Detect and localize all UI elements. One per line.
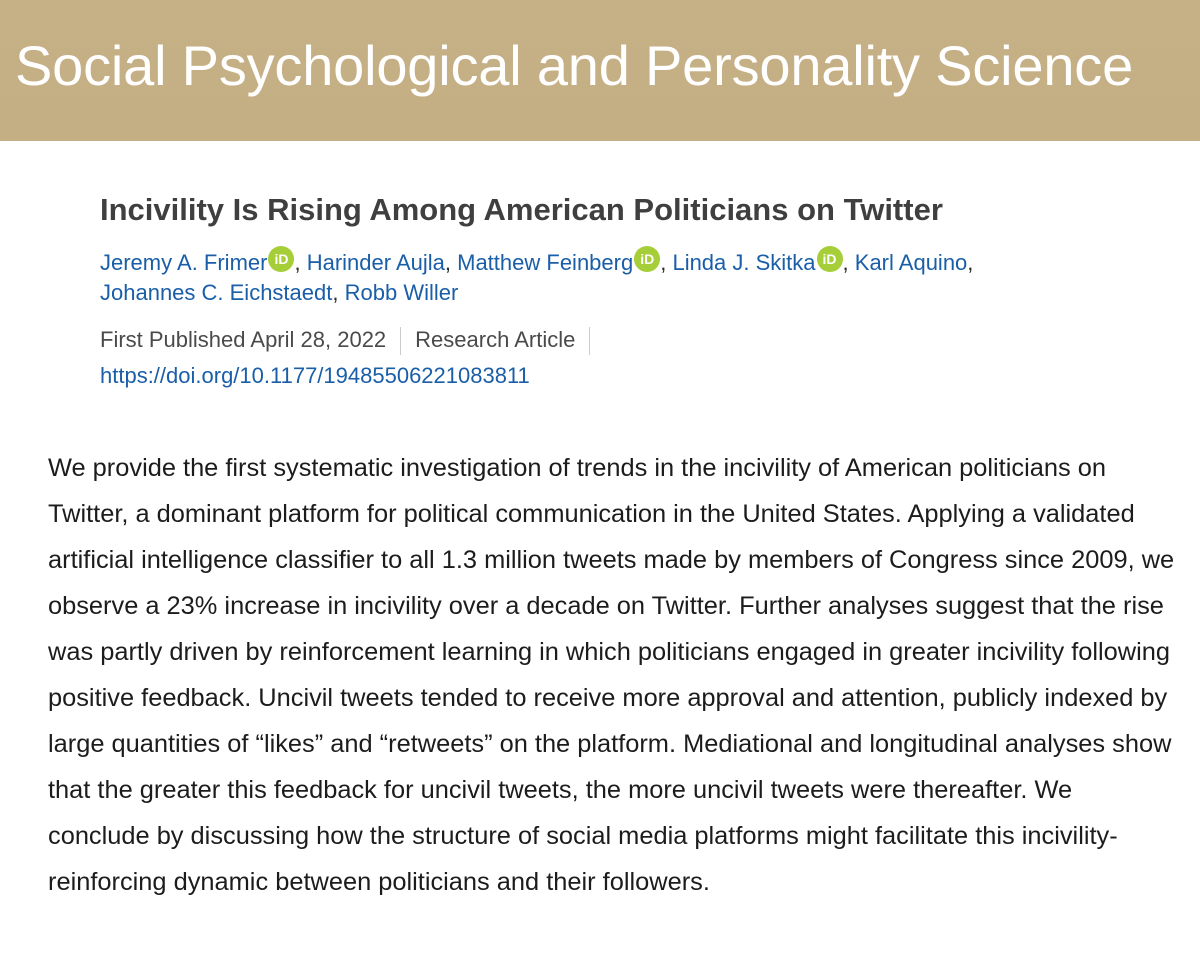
doi-link[interactable]: https://doi.org/10.1177/19485506221083811 <box>100 363 530 388</box>
orcid-icon[interactable]: iD <box>817 246 843 272</box>
journal-banner <box>0 0 1200 141</box>
author-link[interactable]: Karl Aquino <box>854 250 968 275</box>
author-link[interactable]: Harinder Aujla <box>306 250 445 275</box>
article-title: Incivility Is Rising Among American Politicians on Twitter <box>100 192 943 227</box>
author-list: Jeremy A. Frimer iD , Harinder Aujla, Matthew Feinberg iD , Linda J. Skitka iD , Karl Aquino, Johannes C. Eichstaedt, Robb Willer <box>100 246 1150 308</box>
article-type: Research Article <box>415 327 576 352</box>
author-link[interactable]: Linda J. Skitka <box>672 250 816 275</box>
author-link[interactable]: Johannes C. Eichstaedt <box>100 280 333 305</box>
orcid-icon[interactable]: iD <box>268 246 294 272</box>
journal-title[interactable]: Social Psychological and Personality Science <box>15 34 1134 97</box>
meta-divider <box>589 327 590 355</box>
author-link[interactable]: Robb Willer <box>344 280 459 305</box>
article-meta <box>100 325 604 355</box>
author-link[interactable]: Jeremy A. Frimer <box>100 250 268 275</box>
orcid-icon[interactable]: iD <box>634 246 660 272</box>
publication-date: First Published April 28, 2022 <box>100 327 387 352</box>
meta-divider <box>400 327 401 355</box>
author-link[interactable]: Matthew Feinberg <box>457 250 634 275</box>
abstract-text: We provide the first systematic investigation of trends in the incivility of American politicians on Twitter, a dominant platform for political communication in the United States. Applying a validated artificial intelligence classifier to all 1.3 million tweets made by members of Congress since 2009, we observe a 23% increase in incivility over a decade on Twitter. Further analyses suggest that the rise was partly driven by reinforcement learning in which politicians engaged in greater incivility following positive feedback. Uncivil tweets tended to receive more approval and attention, publicly indexed by large quantities of “likes” and “retweets” on the platform. Mediational and longitudinal analyses show that the greater this feedback for uncivil tweets, the more uncivil tweets were thereafter. We conclude by discussing how the structure of social media platforms might facilitate this incivility-reinforcing dynamic between politicians and their followers. <box>48 454 1175 896</box>
